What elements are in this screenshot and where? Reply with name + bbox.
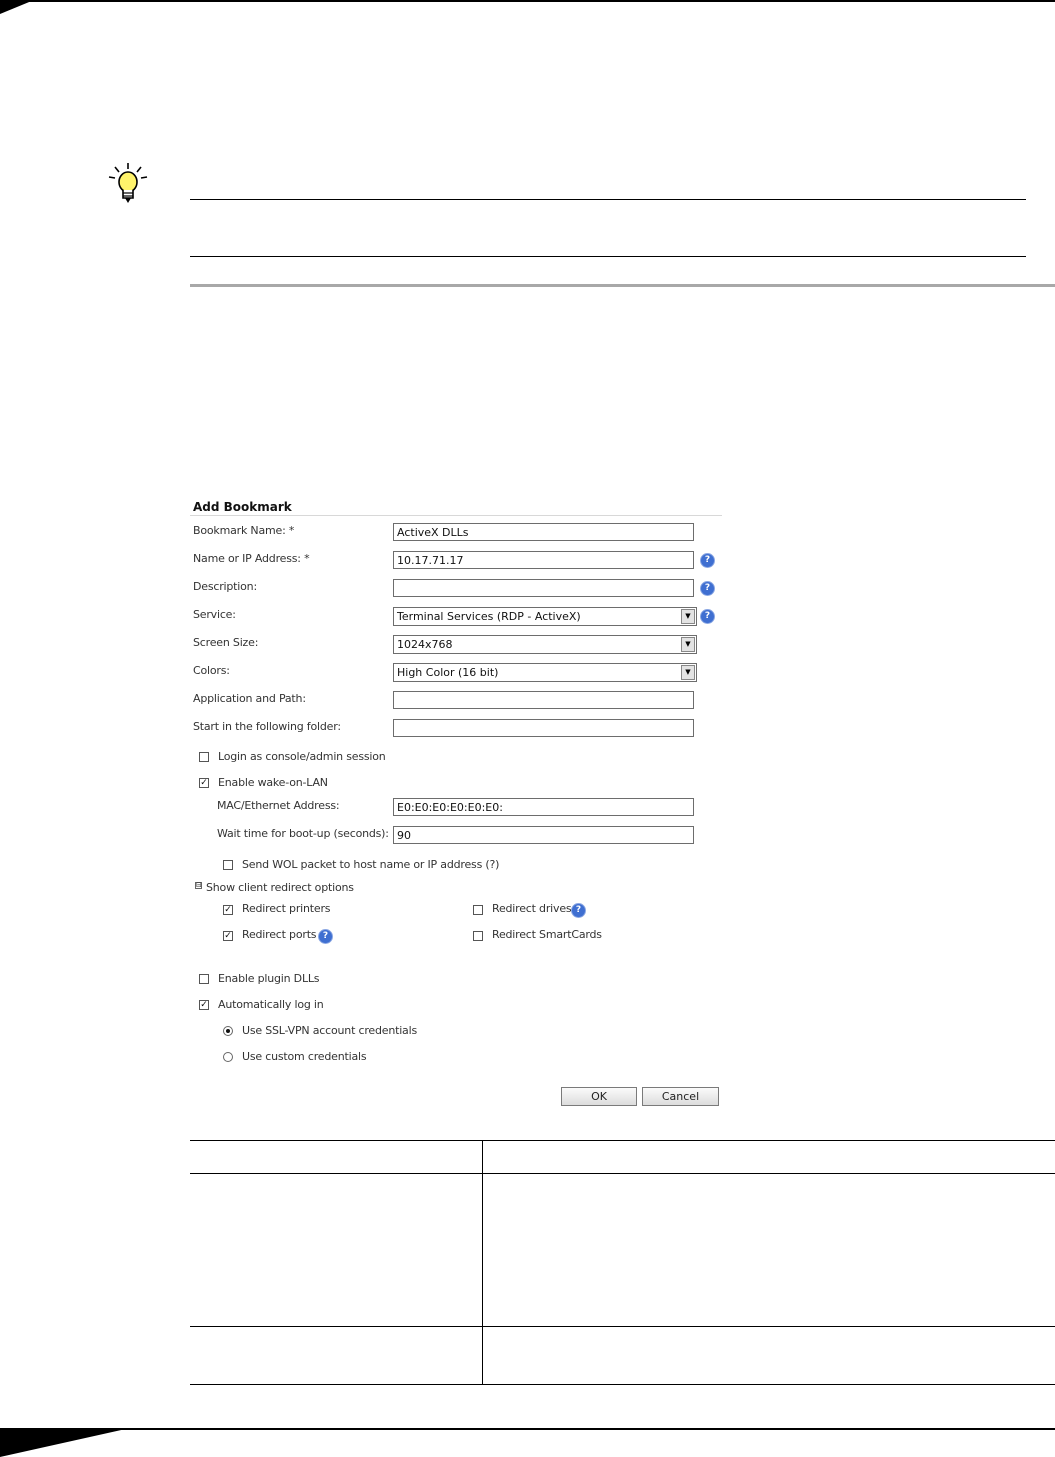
header-corner-tab <box>0 0 34 14</box>
bookmark-name-label: Bookmark Name: * <box>193 524 295 537</box>
screen-size-selected-value: 1024x768 <box>397 638 453 651</box>
name-or-ip-label: Name or IP Address: * <box>193 552 310 565</box>
custom-credentials-radio[interactable] <box>223 1052 233 1062</box>
screen-size-label: Screen Size: <box>193 636 259 649</box>
colors-selected-value: High Color (16 bit) <box>397 666 499 679</box>
mac-address-label: MAC/Ethernet Address: <box>217 799 340 812</box>
tip-top-rule <box>190 199 1026 200</box>
redirect-drives-label: Redirect drives <box>492 902 572 915</box>
login-console-label: Login as console/admin session <box>218 750 386 763</box>
start-folder-label: Start in the following folder: <box>193 720 341 733</box>
service-select[interactable] <box>393 607 697 626</box>
description-help-icon[interactable]: ? <box>701 582 714 595</box>
section-rule <box>190 284 1055 287</box>
service-selected-value: Terminal Services (RDP - ActiveX) <box>397 610 581 623</box>
add-bookmark-form <box>190 500 722 1110</box>
redirect-smartcards-checkbox[interactable] <box>473 931 483 941</box>
form-title: Add Bookmark <box>193 500 292 514</box>
table-column-divider <box>482 1140 483 1385</box>
sslvpn-credentials-label: Use SSL-VPN account credentials <box>242 1024 417 1037</box>
header-rule <box>0 0 1055 2</box>
redirect-drives-help-icon[interactable]: ? <box>572 904 585 917</box>
name-or-ip-help-icon[interactable]: ? <box>701 554 714 567</box>
footer-rule <box>0 1428 1055 1430</box>
custom-credentials-label: Use custom credentials <box>242 1050 367 1063</box>
table-bottom-rule <box>190 1384 1055 1385</box>
start-folder-input[interactable] <box>393 719 694 737</box>
chevron-down-icon[interactable]: ▼ <box>681 609 695 624</box>
lightbulb-tip-icon <box>108 162 148 208</box>
tip-bottom-rule <box>190 256 1026 257</box>
redirect-options-toggle[interactable]: Show client redirect options <box>206 881 354 894</box>
wait-time-input[interactable]: 90 <box>393 826 694 844</box>
chevron-down-icon[interactable]: ▼ <box>681 665 695 680</box>
application-path-label: Application and Path: <box>193 692 306 705</box>
colors-label: Colors: <box>193 664 230 677</box>
redirect-options-expander-icon[interactable]: ⊟ <box>196 881 202 889</box>
description-input[interactable] <box>393 579 694 597</box>
redirect-ports-label: Redirect ports <box>242 928 317 941</box>
colors-select[interactable] <box>393 663 697 682</box>
table-top-rule <box>190 1140 1055 1141</box>
wait-time-label: Wait time for boot-up (seconds): <box>217 827 389 840</box>
service-help-icon[interactable]: ? <box>701 610 714 623</box>
wake-on-lan-label: Enable wake-on-LAN <box>218 776 328 789</box>
chevron-down-icon[interactable]: ▼ <box>681 637 695 652</box>
auto-login-checkbox[interactable]: ✓ <box>200 1000 208 1010</box>
name-or-ip-input[interactable]: 10.17.71.17 <box>393 551 694 569</box>
auto-login-label: Automatically log in <box>218 998 324 1011</box>
redirect-printers-checkbox[interactable]: ✓ <box>224 905 232 915</box>
sslvpn-credentials-radio[interactable] <box>223 1026 233 1036</box>
table-header-rule <box>190 1173 1055 1174</box>
service-label: Service: <box>193 608 236 621</box>
redirect-drives-checkbox[interactable] <box>473 905 483 915</box>
screen-size-select[interactable] <box>393 635 697 654</box>
redirect-smartcards-label: Redirect SmartCards <box>492 928 602 941</box>
form-title-divider <box>190 515 722 516</box>
send-wol-checkbox[interactable] <box>223 860 233 870</box>
plugin-dlls-checkbox[interactable] <box>199 974 209 984</box>
bookmark-name-input[interactable]: ActiveX DLLs <box>393 523 694 541</box>
redirect-ports-checkbox[interactable]: ✓ <box>224 931 232 941</box>
redirect-ports-help-icon[interactable]: ? <box>319 930 332 943</box>
cancel-button[interactable]: Cancel <box>642 1087 719 1106</box>
mac-address-input[interactable]: E0:E0:E0:E0:E0:E0: <box>393 798 694 816</box>
description-label: Description: <box>193 580 257 593</box>
redirect-printers-label: Redirect printers <box>242 902 331 915</box>
application-path-input[interactable] <box>393 691 694 709</box>
wake-on-lan-checkbox[interactable]: ✓ <box>200 778 208 788</box>
ok-button[interactable]: OK <box>561 1087 637 1106</box>
footer-page-tab <box>0 1428 130 1457</box>
send-wol-label: Send WOL packet to host name or IP address (?) <box>242 858 500 871</box>
plugin-dlls-label: Enable plugin DLLs <box>218 972 320 985</box>
table-row-divider <box>190 1326 1055 1327</box>
login-console-checkbox[interactable] <box>199 752 209 762</box>
